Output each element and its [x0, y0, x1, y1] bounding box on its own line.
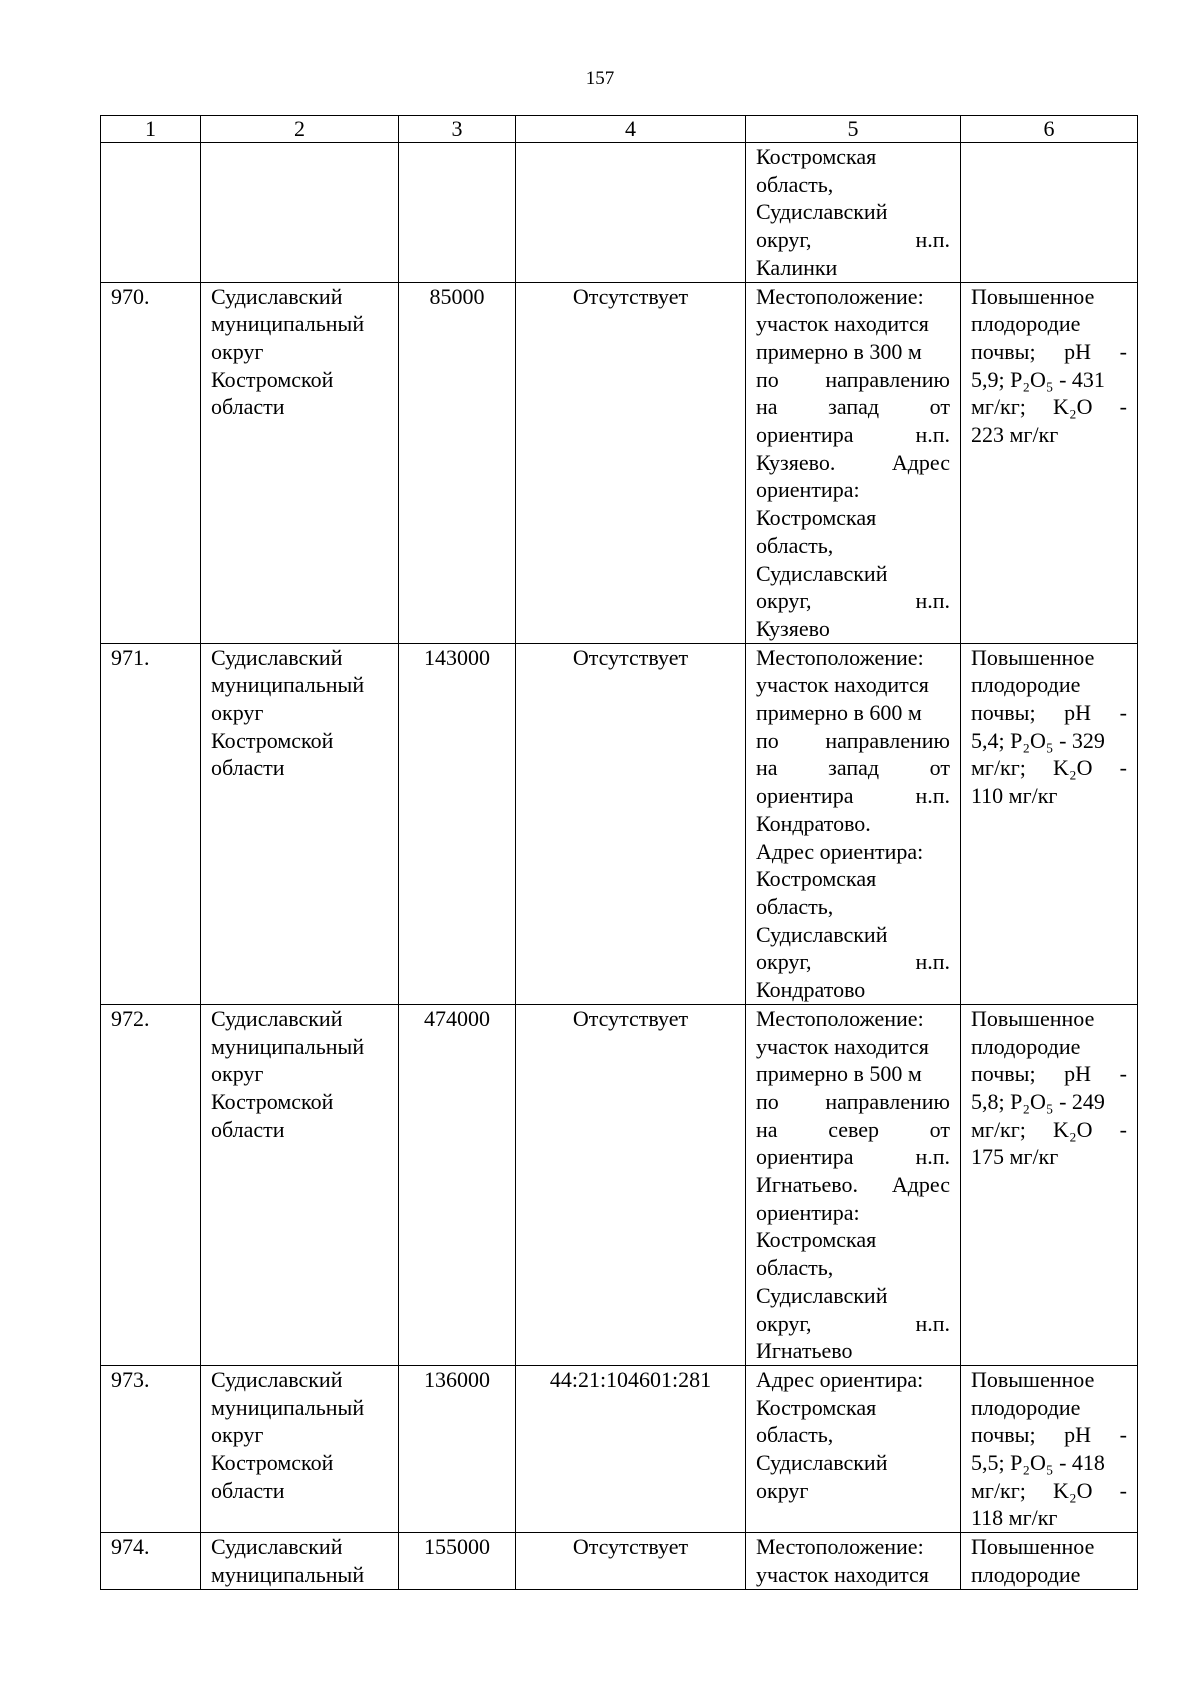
note-cell — [961, 143, 1138, 283]
cell-line: муниципальный — [211, 1394, 365, 1420]
cell-line: Судиславский — [211, 283, 343, 309]
cell-line: плодородие — [971, 1033, 1081, 1059]
cell-line: Костромская — [756, 866, 877, 892]
number-cell: 971. — [101, 643, 201, 1004]
cell-line: Местоположение: — [756, 644, 924, 670]
cell-line: почвы; pH - — [971, 1061, 1127, 1087]
cadastral-cell: Отсутствует — [516, 643, 746, 1004]
table-header-row — [101, 116, 1138, 143]
cell-line: Местоположение: — [756, 283, 924, 309]
cell-line: на запад от — [756, 755, 950, 781]
location-cell — [746, 1004, 961, 1365]
cell-line: округ — [756, 1477, 809, 1503]
cadastral-cell: Отсутствует — [516, 1533, 746, 1589]
note-cell — [961, 1004, 1138, 1365]
cell-line: Костромской — [211, 727, 334, 753]
cell-line: округ, н.п. — [756, 1310, 950, 1336]
cell-line: Повышенное — [971, 1534, 1095, 1560]
cell-line: плодородие — [971, 311, 1081, 337]
area-cell: 136000 — [399, 1365, 516, 1532]
cell-line: мг/кг; K₂O - — [971, 1116, 1127, 1142]
cell-line: Костромской — [211, 1088, 334, 1114]
column-header: 4 — [516, 116, 746, 143]
number-cell: 970. — [101, 282, 201, 643]
cell-line: Кузяево. Адрес — [756, 449, 950, 475]
column-header: 1 — [101, 116, 201, 143]
number-cell: 974. — [101, 1533, 201, 1589]
cell-line: на север от — [756, 1116, 950, 1142]
page-number: 157 — [585, 68, 615, 89]
cell-line: почвы; pH - — [971, 1422, 1127, 1448]
cell-line: мг/кг; K₂O - — [971, 755, 1127, 781]
cell-line: Судиславский — [756, 921, 888, 947]
land-plots-table — [100, 115, 1138, 1590]
cell-line: Костромской — [211, 1450, 334, 1476]
cell-line: округ — [211, 338, 264, 364]
number-cell: 973. — [101, 1365, 201, 1532]
note-cell — [961, 643, 1138, 1004]
cell-line: Судиславский — [211, 644, 343, 670]
location-cell — [746, 1365, 961, 1532]
cell-line: Адрес ориентира: — [756, 838, 924, 864]
table-row — [101, 1533, 1138, 1589]
area-cell: 155000 — [399, 1533, 516, 1589]
district-cell — [201, 1365, 399, 1532]
number-cell — [101, 143, 201, 283]
cell-line: Кондратово — [756, 977, 866, 1003]
cell-line: Судиславский — [211, 1005, 343, 1031]
table-row — [101, 1365, 1138, 1532]
cell-line: округ — [211, 1061, 264, 1087]
note-cell — [961, 282, 1138, 643]
cell-line: округ, н.п. — [756, 949, 950, 975]
column-header: 3 — [399, 116, 516, 143]
location-cell — [746, 282, 961, 643]
cell-line: плодородие — [971, 672, 1081, 698]
district-cell — [201, 143, 399, 283]
cell-line: по направлению — [756, 727, 950, 753]
note-cell — [961, 1365, 1138, 1532]
cell-line: Судиславский — [756, 560, 888, 586]
cell-line: области — [211, 1477, 285, 1503]
cell-line: Кондратово. — [756, 810, 871, 836]
cell-line: область, — [756, 1255, 834, 1281]
cell-line: участок находится — [756, 1033, 929, 1059]
cell-line: муниципальный — [211, 672, 365, 698]
cell-line: 5,4; P₂O₅ - 329 — [971, 727, 1105, 753]
cadastral-cell: Отсутствует — [516, 282, 746, 643]
column-header: 2 — [201, 116, 399, 143]
area-cell — [399, 143, 516, 283]
cell-line: Игнатьево. Адрес — [756, 1172, 950, 1198]
cell-line: 5,9; P₂O₅ - 431 — [971, 366, 1105, 392]
area-cell: 474000 — [399, 1004, 516, 1365]
cell-line: округ — [211, 700, 264, 726]
column-header: 5 — [746, 116, 961, 143]
district-cell — [201, 643, 399, 1004]
cell-line: область, — [756, 532, 834, 558]
cell-line: плодородие — [971, 1394, 1081, 1420]
cell-line: Судиславский — [211, 1534, 343, 1560]
cell-line: плодородие — [971, 1561, 1081, 1587]
district-cell — [201, 1004, 399, 1365]
note-cell — [961, 1533, 1138, 1589]
cell-line: Костромская — [756, 1227, 877, 1253]
cell-line: 223 мг/кг — [971, 422, 1059, 448]
cell-line: участок находится — [756, 311, 929, 337]
area-cell: 85000 — [399, 282, 516, 643]
cell-line: область, — [756, 1422, 834, 1448]
cell-line: муниципальный — [211, 1033, 365, 1059]
cell-line: Судиславский — [211, 1366, 343, 1392]
cell-line: Адрес ориентира: — [756, 1366, 924, 1392]
cell-line: округ, н.п. — [756, 227, 950, 253]
cell-line: Костромская — [756, 505, 877, 531]
cell-line: 5,8; P₂O₅ - 249 — [971, 1088, 1105, 1114]
cell-line: Местоположение: — [756, 1534, 924, 1560]
cell-line: ориентира: — [756, 477, 860, 503]
location-cell — [746, 143, 961, 283]
cell-line: примерно в 600 м — [756, 700, 922, 726]
column-header: 6 — [961, 116, 1138, 143]
cell-line: 175 мг/кг — [971, 1144, 1059, 1170]
cell-line: примерно в 500 м — [756, 1061, 922, 1087]
cell-line: Местоположение: — [756, 1005, 924, 1031]
location-cell — [746, 1533, 961, 1589]
location-cell — [746, 643, 961, 1004]
cadastral-cell — [516, 143, 746, 283]
cell-line: ориентира н.п. — [756, 422, 950, 448]
cell-line: участок находится — [756, 1561, 929, 1587]
cell-line: Калинки — [756, 254, 838, 280]
table-row — [101, 282, 1138, 643]
cell-line: ориентира н.п. — [756, 1144, 950, 1170]
cell-line: области — [211, 755, 285, 781]
cell-line: почвы; pH - — [971, 700, 1127, 726]
cell-line: муниципальный — [211, 311, 365, 337]
cell-line: область, — [756, 893, 834, 919]
cell-line: почвы; pH - — [971, 338, 1127, 364]
cell-line: мг/кг; K₂O - — [971, 394, 1127, 420]
cell-line: мг/кг; K₂O - — [971, 1477, 1127, 1503]
cell-line: Повышенное — [971, 1005, 1095, 1031]
cell-line: область, — [756, 171, 834, 197]
cell-line: Повышенное — [971, 644, 1095, 670]
district-cell — [201, 282, 399, 643]
cell-line: по направлению — [756, 1088, 950, 1114]
cell-line: Кузяево — [756, 615, 830, 641]
cadastral-cell: 44:21:104601:281 — [516, 1365, 746, 1532]
cell-line: Повышенное — [971, 283, 1095, 309]
cell-line: Костромская — [756, 1394, 877, 1420]
cell-line: 5,5; P₂O₅ - 418 — [971, 1450, 1105, 1476]
table-row-continuation — [101, 143, 1138, 283]
cell-line: Костромской — [211, 366, 334, 392]
table-row — [101, 1004, 1138, 1365]
cell-line: Судиславский — [756, 1282, 888, 1308]
cell-line: Игнатьево — [756, 1338, 853, 1364]
cell-line: ориентира: — [756, 1199, 860, 1225]
cell-line: муниципальный — [211, 1561, 365, 1587]
area-cell: 143000 — [399, 643, 516, 1004]
cell-line: участок находится — [756, 672, 929, 698]
cadastral-cell: Отсутствует — [516, 1004, 746, 1365]
cell-line: Повышенное — [971, 1366, 1095, 1392]
district-cell — [201, 1533, 399, 1589]
cell-line: ориентира н.п. — [756, 783, 950, 809]
cell-line: по направлению — [756, 366, 950, 392]
cell-line: области — [211, 1116, 285, 1142]
cell-line: Костромская — [756, 144, 877, 169]
number-cell: 972. — [101, 1004, 201, 1365]
cell-line: Судиславский — [756, 199, 888, 225]
cell-line: 110 мг/кг — [971, 783, 1058, 809]
table-row — [101, 643, 1138, 1004]
cell-line: округ — [211, 1422, 264, 1448]
cell-line: округ, н.п. — [756, 588, 950, 614]
cell-line: примерно в 300 м — [756, 338, 922, 364]
cell-line: 118 мг/кг — [971, 1505, 1058, 1531]
cell-line: области — [211, 394, 285, 420]
cell-line: на запад от — [756, 394, 950, 420]
cell-line: Судиславский — [756, 1450, 888, 1476]
